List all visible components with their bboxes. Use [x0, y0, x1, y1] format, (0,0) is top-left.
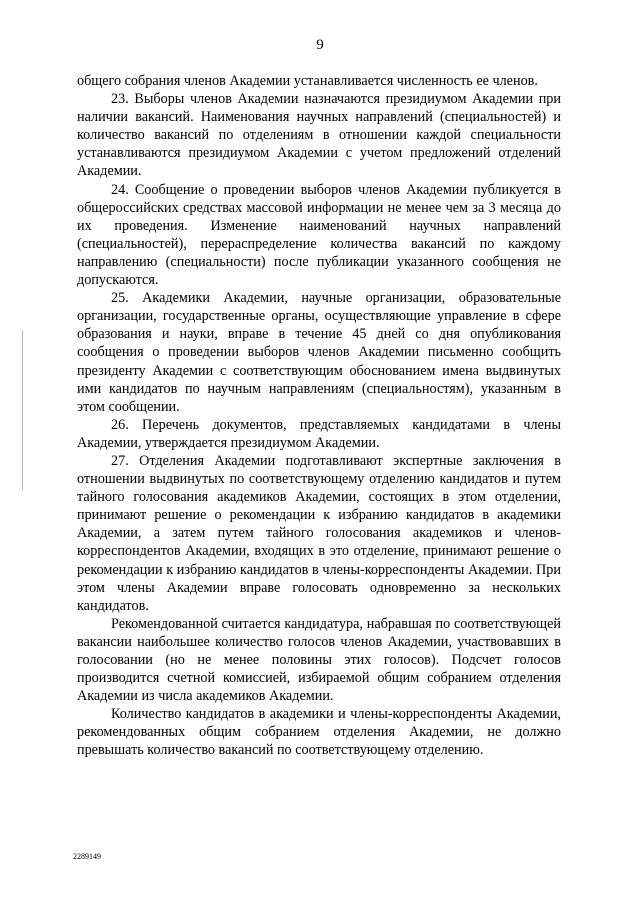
scan-margin-line	[22, 330, 23, 490]
paragraph-25: 25. Академики Академии, научные организации, образовательные организации, государственные органы, осуществляющие управление в сфере образования и науки, вправе в течение 45 дней со дня опубликования сообщения о проведении выборов членов Академии письменно сообщить президенту Академии с соответствующим обоснованием имена выдвинутых ими кандидатов по научным направлениям (специальностям), указанным в этом сообщении.	[77, 290, 561, 415]
paragraph-24: 24. Сообщение о проведении выборов членов Академии публикуется в общероссийских средствах массовой информации не менее чем за 3 месяца до их проведения. Изменение наименований научных направлений (специальностей), перераспределение количества вакансий по каждому направлению (специальности) после публикации указанного сообщения не допускаются.	[77, 181, 561, 289]
document-body	[77, 72, 561, 760]
paragraph-27: 27. Отделения Академии подготавливают экспертные заключения в отношении выдвинутых по соответствующему отделению кандидатов и путем тайного голосования академиков Академии, состоящих в этом отделении, принимают решение о рекомендации к избранию кандидатов в академики Академии, а затем путем тайного голосования академиков и членов-корреспондентов Академии, входящих в это отделение, принимают решение о рекомендации к избранию кандидатов в члены-корреспонденты Академии. При этом члены Академии вправе голосовать одновременно за нескольких кандидатов.	[77, 452, 561, 614]
paragraph-27-recommended: Рекомендованной считается кандидатура, набравшая по соответствующей вакансии наибольшее количество голосов членов Академии, участвовавших в голосовании (но не менее половины этих голосов). Подсчет голосов производится счетной комиссией, избираемой общим собранием отделения Академии из числа академиков Академии.	[77, 615, 561, 705]
paragraph-23: 23. Выборы членов Академии назначаются президиумом Академии при наличии вакансий. Наименования научных направлений (специальностей) и количество вакансий по отделениям в отношении каждой специальности устанавливаются президиумом Академии с учетом предложений отделений Академии.	[77, 91, 561, 180]
paragraph-27-candidate-count: Количество кандидатов в академики и члены-корреспонденты Академии, рекомендованных общим собранием отделения Академии, не должно превышать количество вакансий по соответствующему отделению.	[77, 706, 561, 759]
paragraph-continuation: общего собрания членов Академии устанавливается численность ее членов.	[77, 73, 538, 89]
footer-document-code: 2289149	[73, 852, 101, 861]
page-number: 9	[316, 37, 324, 53]
paragraph-26: 26. Перечень документов, представляемых кандидатами в члены Академии, утверждается президиумом Академии.	[77, 416, 561, 451]
